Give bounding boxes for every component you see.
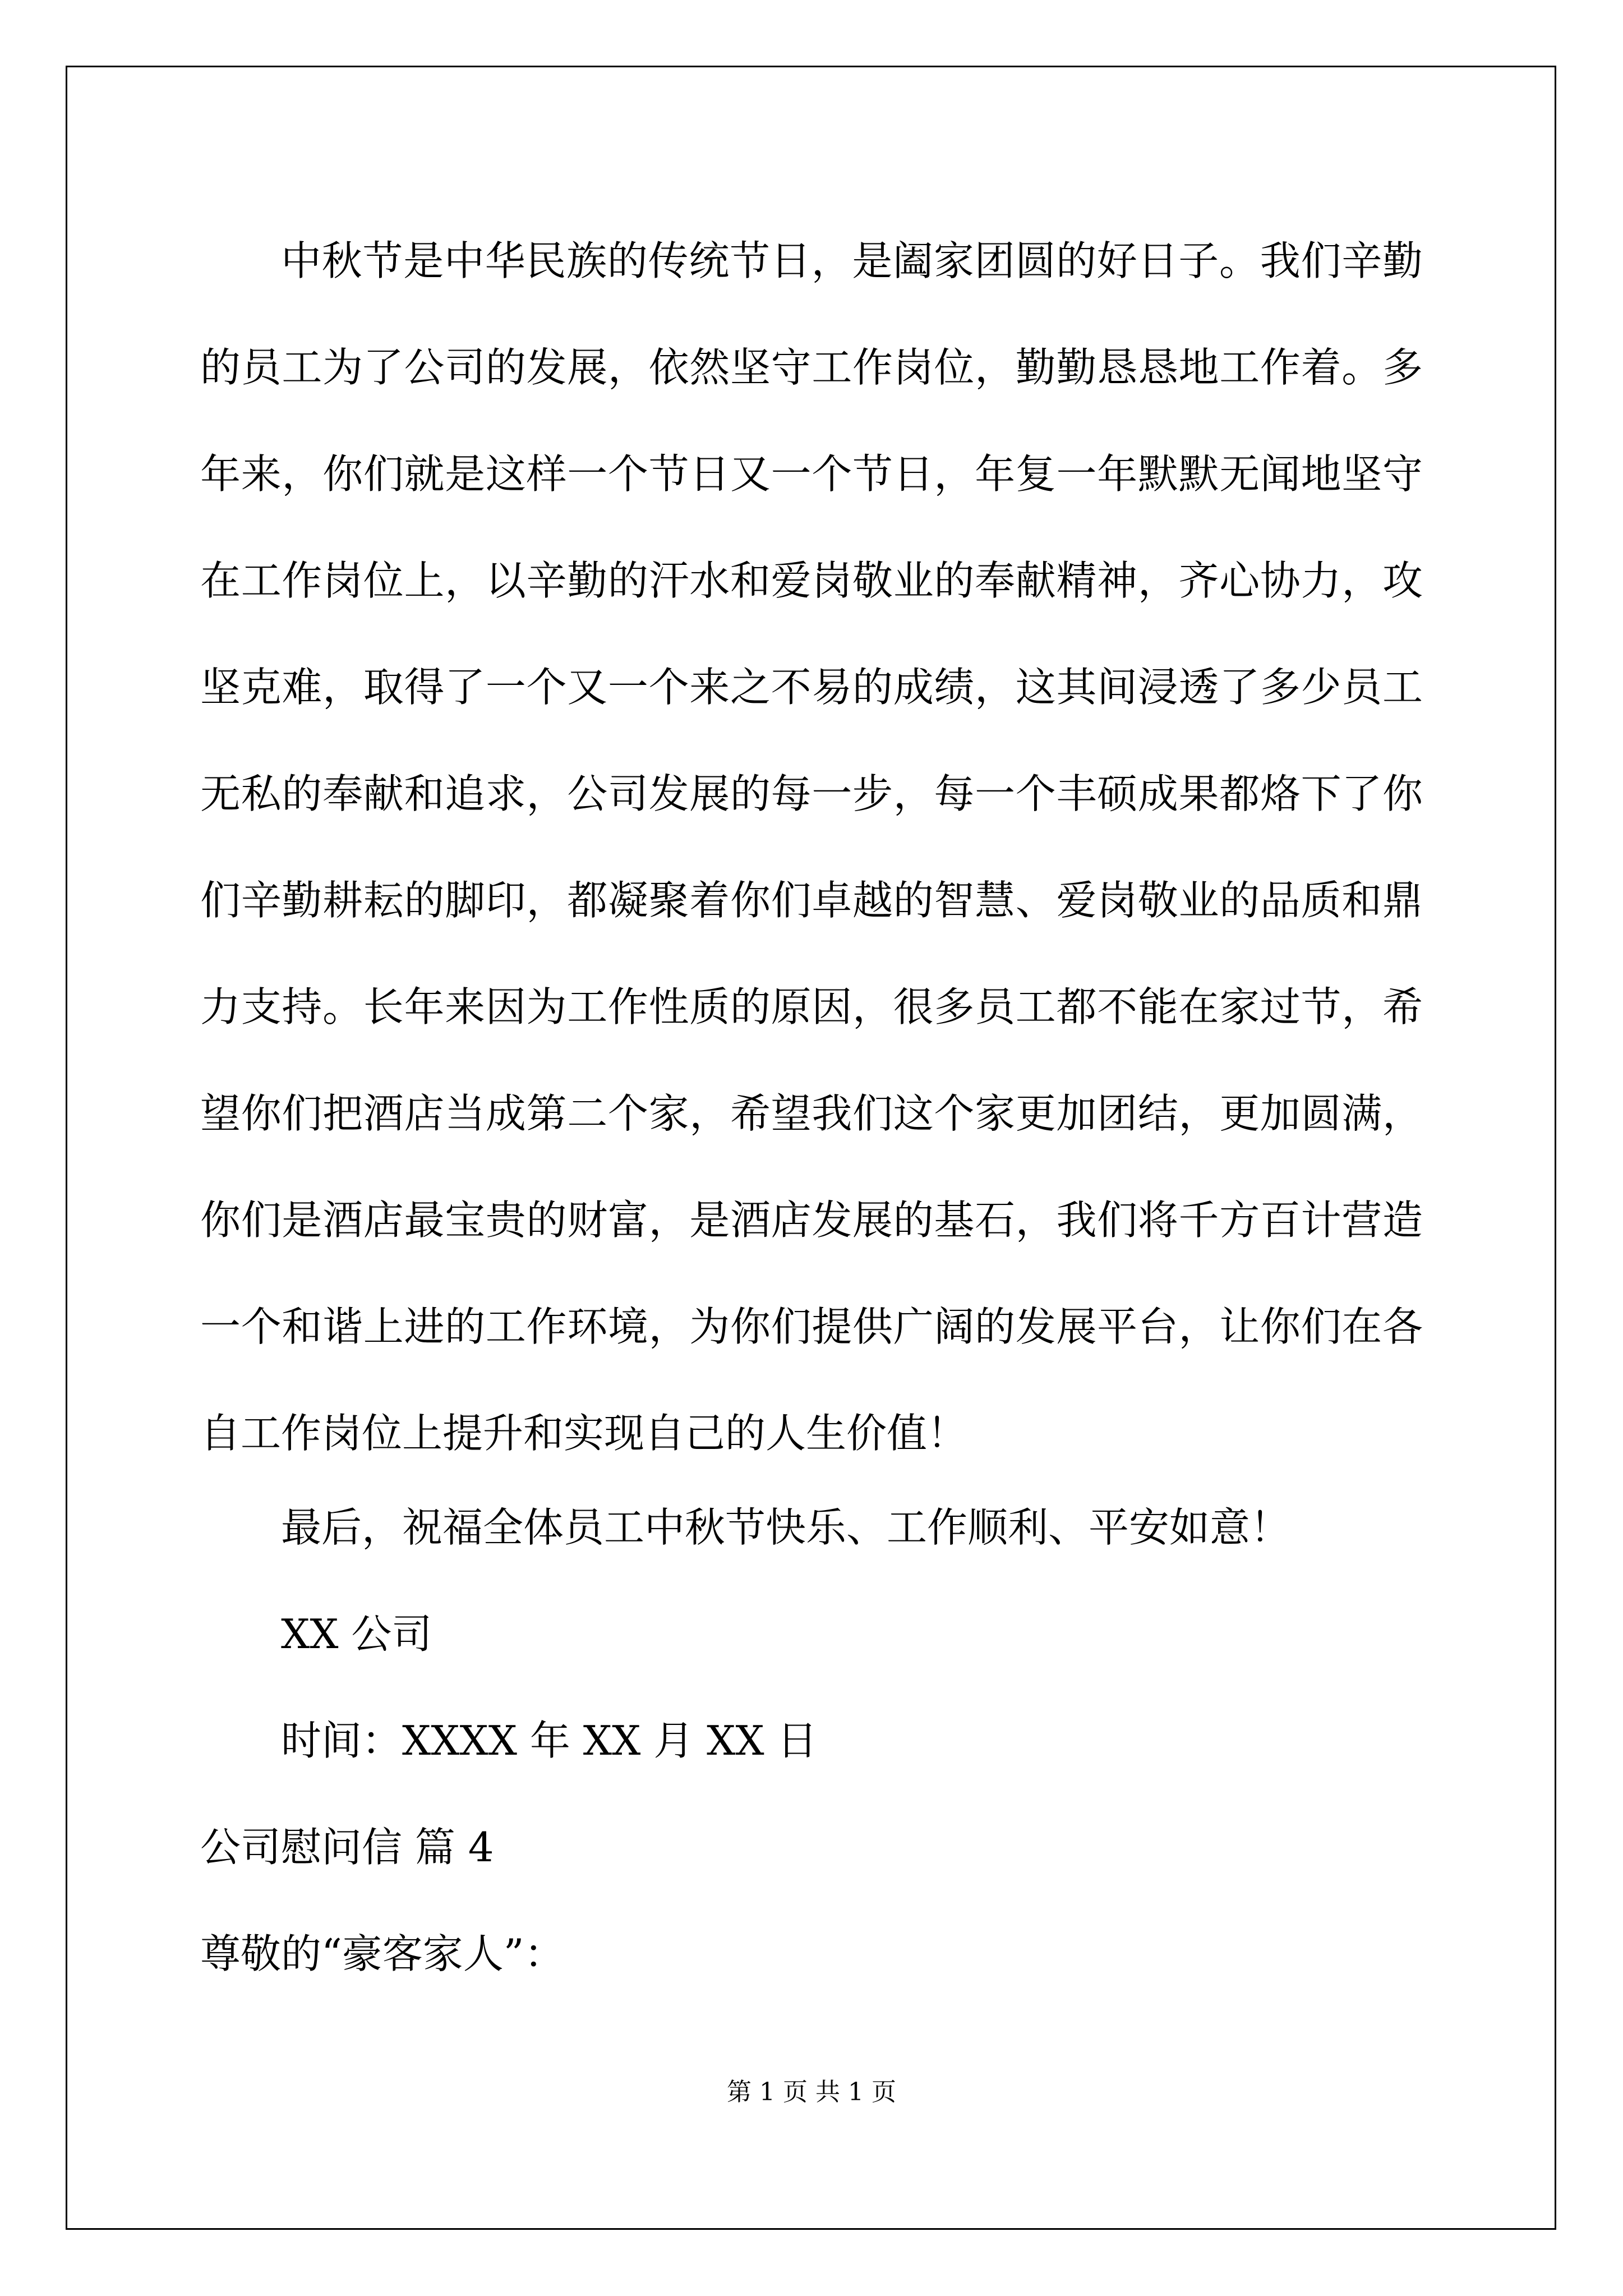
- body-paragraph: 中秋节是中华民族的传统节日，是阖家团圆的好日子。我们辛勤的员工为了公司的发展，依然坚守工作岗位，勤勤恳恳地工作着。多年来，你们就是这样一个节日又一个节日，年复一年默默无闻地坚守在工作岗位上，以辛勤的汗水和爱岗敬业的奉献精神，齐心协力，攻坚克难，取得了一个又一个来之不易的成绩，这其间浸透了多少员工无私的奉献和追求，公司发展的每一步，每一个丰硕成果都烙下了你们辛勤耕耘的脚印，都凝聚着你们卓越的智慧、爱岗敬业的品质和鼎力支持。长年来因为工作性质的原因，很多员工都不能在家过节，希望你们把酒店当成第二个家，希望我们这个家更加团结，更加圆满，你们是酒店最宝贵的财富，是酒店发展的基石，我们将千方百计营造一个和谐上进的工作环境，为你们提供广阔的发展平台，让你们在各自工作岗位上提升和实现自己的人生价值！: [200, 237, 1423, 1457]
- page-footer: 第 1 页 共 1 页: [727, 2078, 896, 2106]
- section-heading: 公司慰问信 篇 4: [200, 1824, 494, 1871]
- closing-wish: 最后，祝福全体员工中秋节快乐、工作顺利、平安如意！: [281, 1504, 1291, 1551]
- date-line: 时间：XXXX 年 XX 月 XX 日: [281, 1717, 818, 1764]
- salutation: 尊敬的“豪客家人”：: [200, 1930, 565, 1977]
- signature-company: XX 公司: [281, 1611, 432, 1658]
